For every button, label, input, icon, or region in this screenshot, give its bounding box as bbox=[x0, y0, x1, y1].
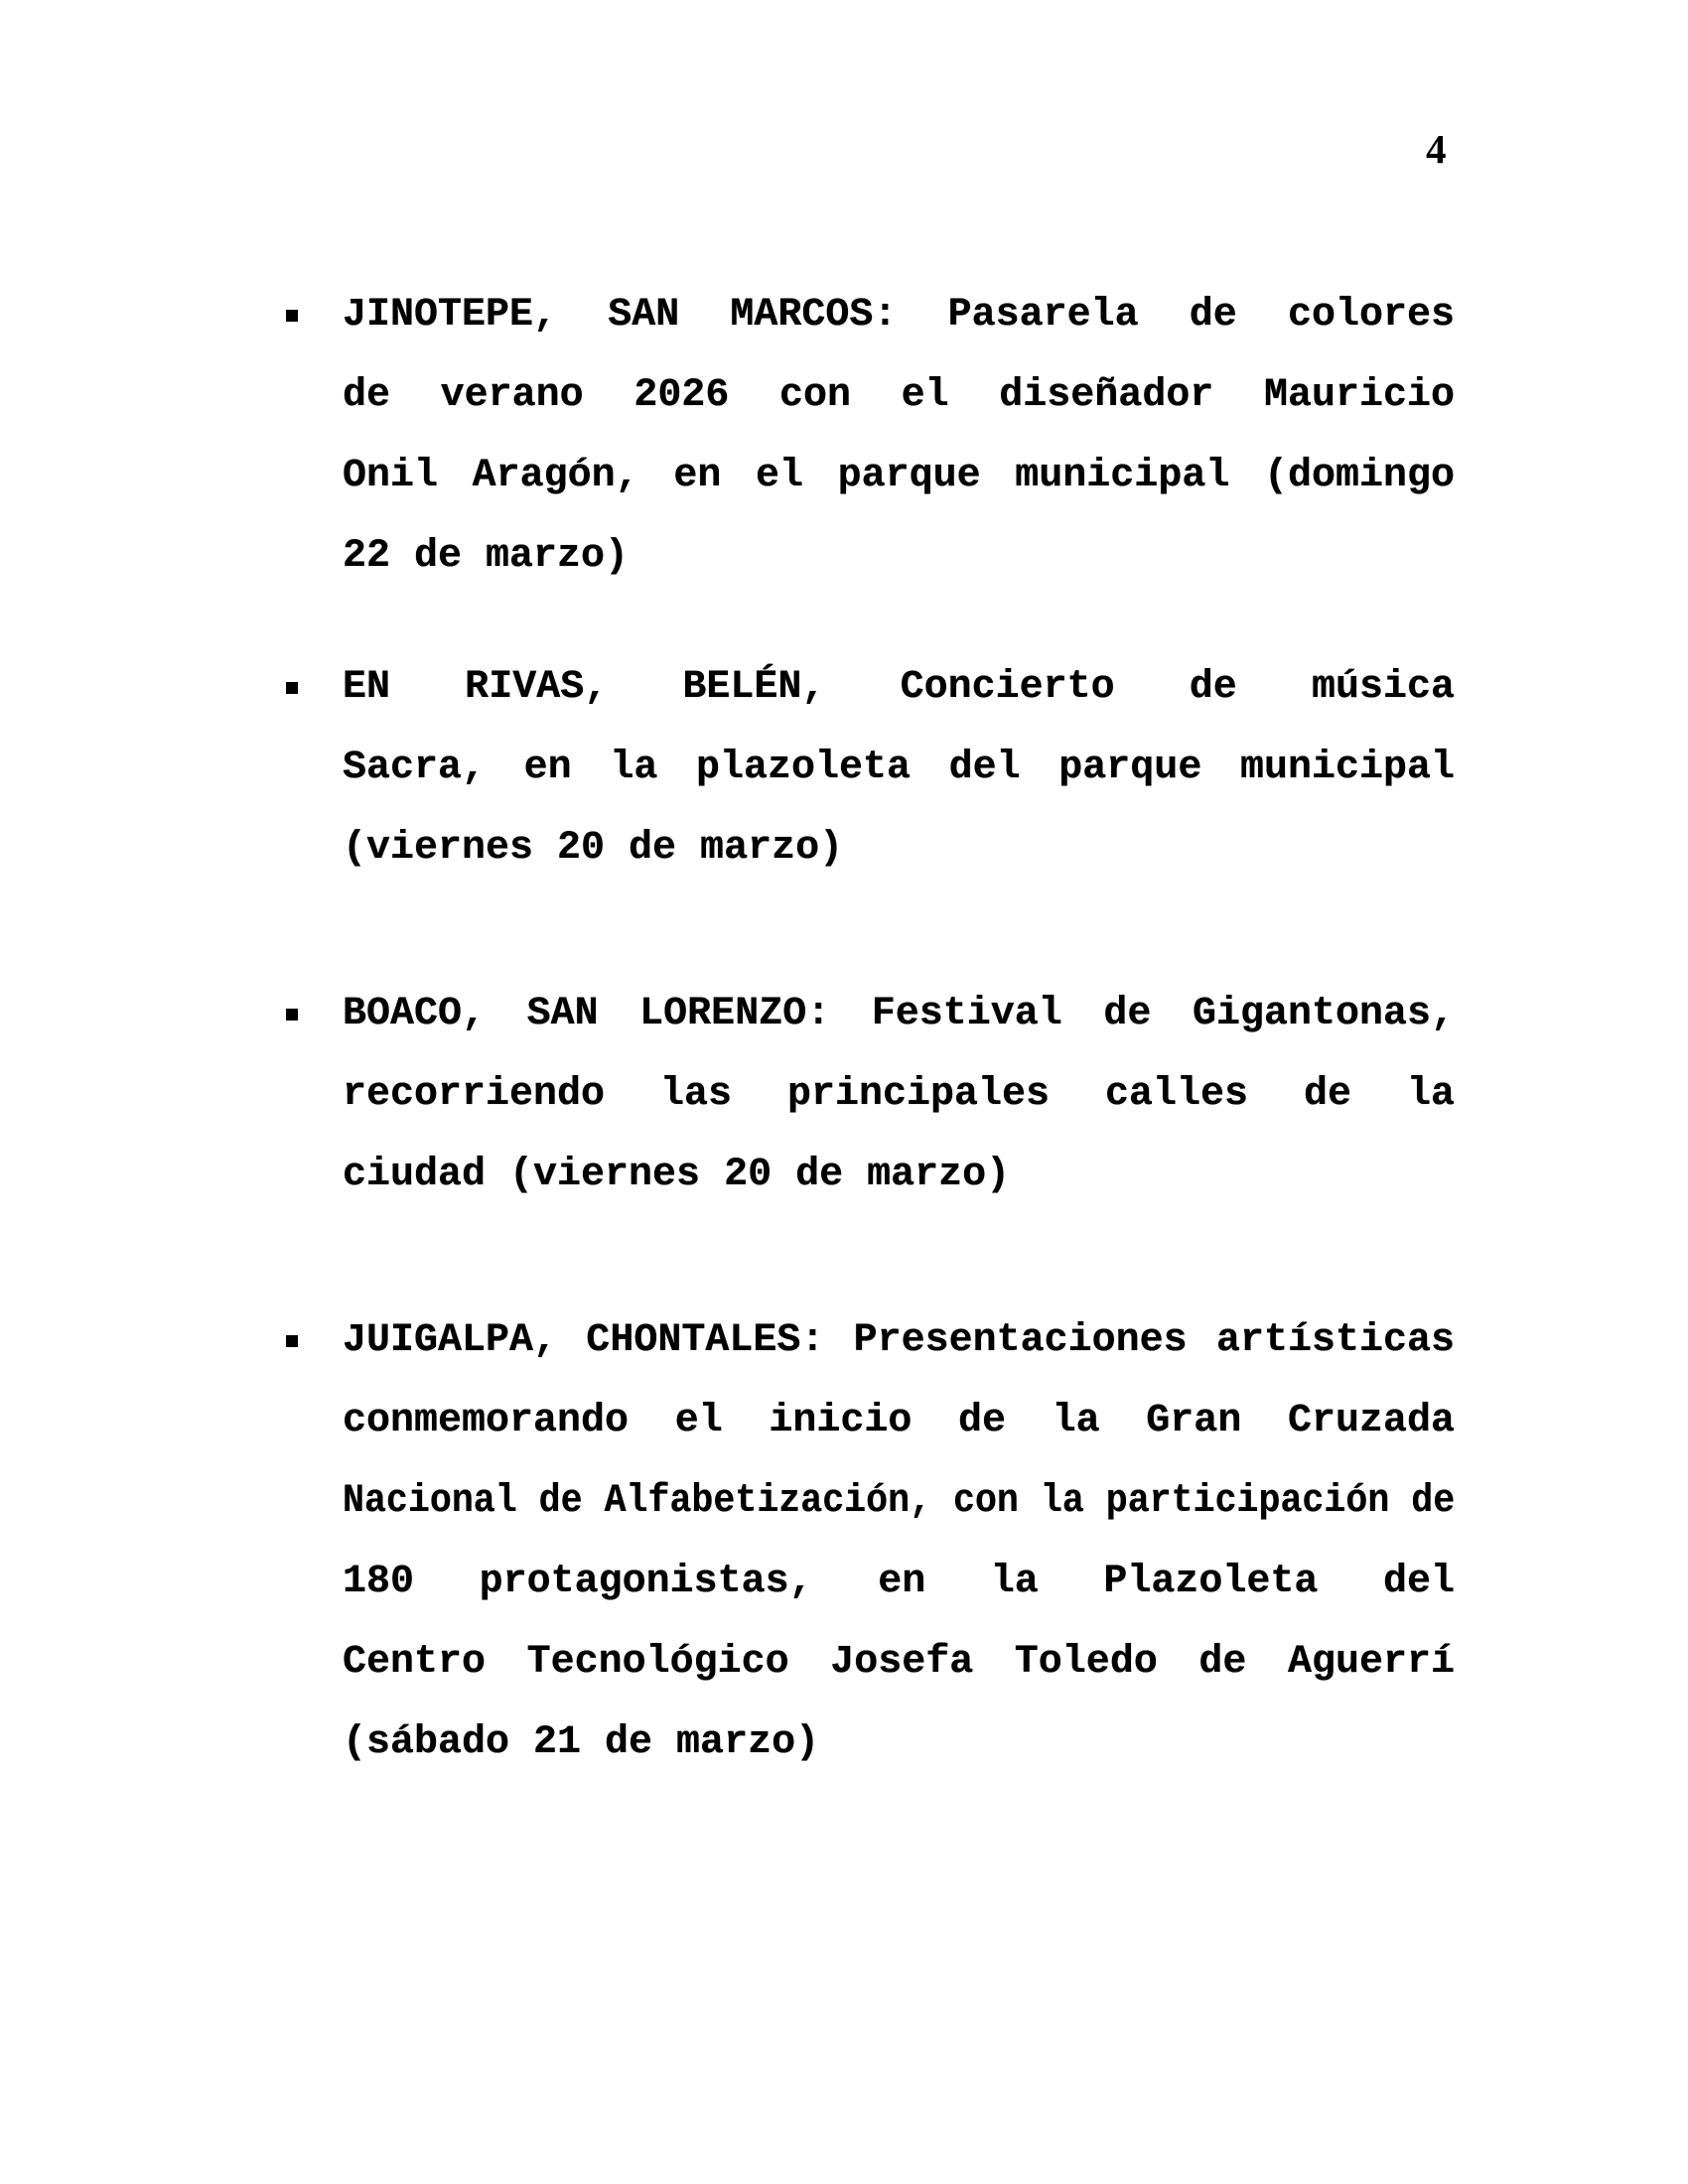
item-text bbox=[343, 974, 1455, 1215]
text-line: (viernes 20 de marzo) bbox=[343, 826, 844, 871]
text-line: JUIGALPA, CHONTALES: Presentaciones artísticas bbox=[343, 1318, 1455, 1363]
text-line: ciudad (viernes 20 de marzo) bbox=[343, 1153, 1011, 1197]
text-line: Centro Tecnológico Josefa Toledo de Aguerrí bbox=[343, 1640, 1455, 1685]
text-line: BOACO, SAN LORENZO: Festival de Gigantonas, bbox=[343, 992, 1455, 1036]
bullet-list bbox=[286, 275, 1458, 1783]
bullet-square-icon bbox=[286, 310, 298, 322]
bullet-square-icon bbox=[286, 1335, 298, 1347]
text-line: conmemorando el inicio de la Gran Cruzada bbox=[343, 1399, 1455, 1443]
text-line: Nacional de Alfabetización, con la participación de bbox=[343, 1479, 1456, 1524]
text-line: Sacra, en la plazoleta del parque municipal bbox=[343, 746, 1455, 790]
item-text bbox=[343, 647, 1455, 888]
list-item bbox=[286, 275, 1458, 597]
text-line: JINOTEPE, SAN MARCOS: Pasarela de colores bbox=[343, 293, 1455, 338]
item-text bbox=[343, 1300, 1455, 1783]
text-line: recorriendo las principales calles de la bbox=[343, 1072, 1455, 1117]
list-item bbox=[286, 974, 1458, 1215]
list-item bbox=[286, 647, 1458, 888]
bullet-square-icon bbox=[286, 1009, 298, 1021]
text-line: de verano 2026 con el diseñador Mauricio bbox=[343, 373, 1455, 418]
text-line: 22 de marzo) bbox=[343, 534, 630, 579]
page-number: 4 bbox=[1426, 126, 1447, 172]
text-line: 180 protagonistas, en la Plazoleta del bbox=[343, 1560, 1455, 1604]
text-line: EN RIVAS, BELÉN, Concierto de música bbox=[343, 665, 1455, 710]
list-item bbox=[286, 1300, 1458, 1783]
text-line: (sábado 21 de marzo) bbox=[343, 1720, 820, 1765]
item-text bbox=[343, 275, 1455, 597]
bullet-square-icon bbox=[286, 682, 298, 694]
text-line: Onil Aragón, en el parque municipal (domingo bbox=[343, 454, 1455, 498]
